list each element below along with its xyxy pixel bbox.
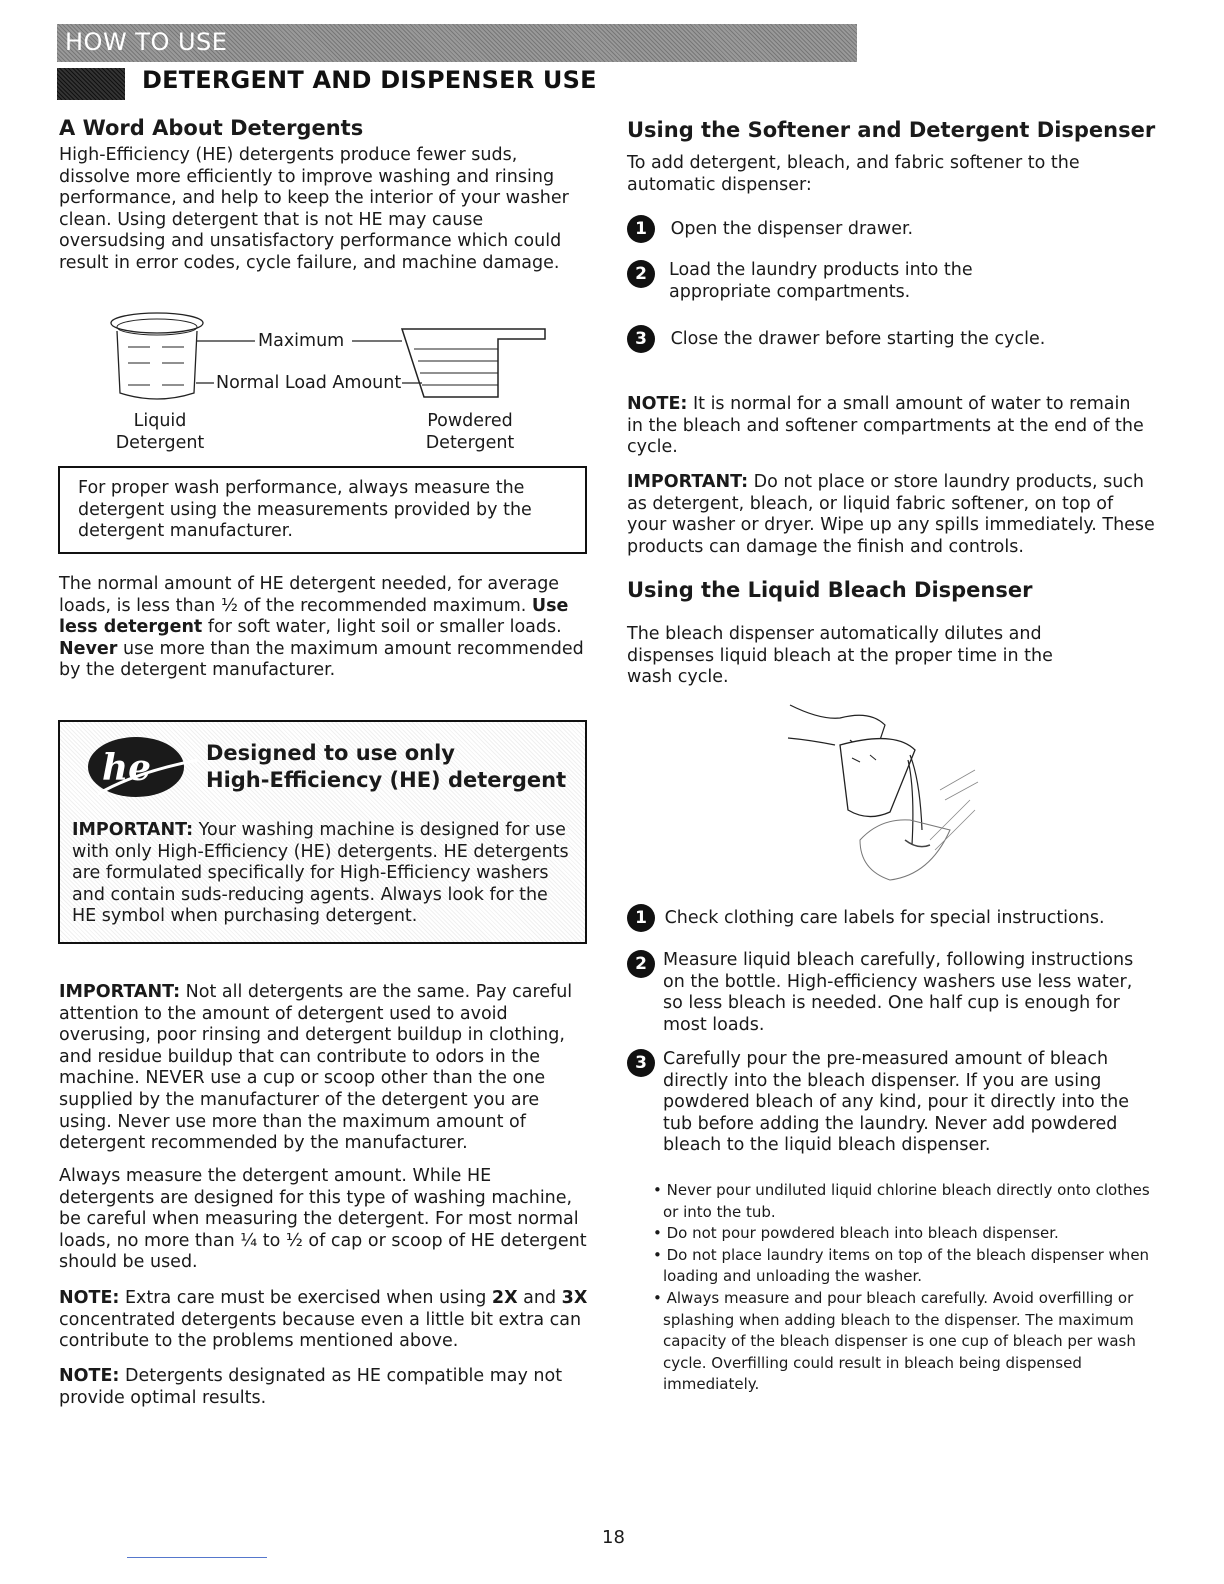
- step-number-icon: 1: [627, 215, 655, 243]
- note-bold: 3X: [561, 1288, 588, 1308]
- he-title-line: High-Efficiency (HE) detergent: [206, 768, 567, 792]
- how-to-use-banner: [57, 24, 857, 62]
- note-he-compatible-paragraph: [59, 1366, 589, 1409]
- bleach-step-3: [627, 1049, 1147, 1157]
- detergents-heading: A Word About Detergents: [59, 116, 364, 140]
- step-number-icon: 1: [627, 904, 655, 932]
- step-text: Carefully pour the pre-measured amount of bleach directly into the bleach dispenser. If you are using powdered bleach of any kind, pour it directly into the tub before adding the laundry. Never add powdered bleach to the liquid bleach dispenser.: [663, 1049, 1130, 1156]
- note-text: It is normal for a small amount of water to remain in the bleach and softener compartments at the end of the cycle.: [627, 394, 1144, 458]
- bleach-pour-icon: [780, 700, 980, 890]
- he-logo-icon: [78, 732, 203, 802]
- softener-intro: To add detergent, bleach, and fabric softener to the automatic dispenser:: [627, 153, 1080, 195]
- important-text: Your washing machine is designed for use with only High-Efficiency (HE) detergents. HE detergents are formulated specifically for High-Efficiency washers and contain suds-reducing agents. Always look for the HE symbol when purchasing detergent.: [72, 820, 569, 927]
- bleach-pour-illustration: [780, 700, 980, 890]
- liquid-detergent-label: Liquid Detergent: [115, 411, 205, 453]
- he-title: [206, 740, 566, 794]
- list-item: • Never pour undiluted liquid chlorine bleach directly onto clothes or into the tub.: [651, 1180, 1156, 1223]
- step-number-icon: 2: [627, 950, 655, 978]
- list-item: • Do not place laundry items on top of the bleach dispenser when loading and unloading the washer.: [651, 1245, 1156, 1288]
- para-text: for soft water, light soil or smaller loads.: [202, 617, 562, 638]
- softener-step-2: [627, 260, 1147, 303]
- para-bold: Never: [59, 638, 118, 659]
- important-label: IMPORTANT:: [627, 472, 749, 492]
- maximum-label: Maximum: [258, 331, 345, 351]
- footer-rule: [127, 1557, 267, 1558]
- step-text: Check clothing care labels for special instructions.: [664, 908, 1105, 928]
- important-label: IMPORTANT:: [59, 982, 181, 1002]
- powdered-detergent-label: Powdered Detergent: [425, 411, 515, 453]
- bleach-step-2: [627, 950, 1147, 1036]
- measure-callout-box: [58, 466, 587, 554]
- he-logo: [78, 732, 203, 802]
- list-item: • Always measure and pour bleach carefully. Avoid overfilling or splashing when adding bleach to the dispenser. The maximum capacity of the bleach dispenser is one cup of bleach per wash cycle. Overfilling could result in bleach being dispensed immediately.: [651, 1288, 1156, 1396]
- detergents-intro: High-Efficiency (HE) detergents produce fewer suds, dissolve more efficiently to improve washing and rinsing performance, and help to keep the interior of your washer clean. Using detergent that is not HE may cause oversudsing and unsatisfactory performance which could result in error codes, cycle failure, and machine damage.: [59, 145, 569, 273]
- he-detergent-box: [58, 720, 587, 944]
- note-label: NOTE:: [627, 394, 688, 414]
- section-title: DETERGENT AND DISPENSER USE: [142, 66, 597, 94]
- bleach-intro: The bleach dispenser automatically dilutes and dispenses liquid bleach at the proper time in the wash cycle.: [627, 624, 1053, 688]
- page-number: 18: [602, 1527, 625, 1548]
- note-bold: 2X: [491, 1288, 518, 1308]
- softener-step-1: [627, 215, 1147, 243]
- note-concentrated-paragraph: [59, 1288, 589, 1353]
- step-text: Load the laundry products into the appropriate compartments.: [669, 260, 973, 302]
- he-important-text: [72, 820, 577, 928]
- measure-callout-text: For proper wash performance, always measure the detergent using the measurements provided by the detergent manufacturer.: [78, 478, 532, 542]
- softener-step-3: [627, 325, 1147, 353]
- bleach-step-1: [627, 904, 1147, 932]
- measure-paragraph: Always measure the detergent amount. While HE detergents are designed for this type of washing machine, be careful when measuring the detergent. For most normal loads, no more than ¼ to ½ of cap or scoop of HE detergent should be used.: [59, 1166, 587, 1273]
- softener-note: [627, 394, 1147, 459]
- softener-dispenser-heading: Using the Softener and Detergent Dispenser: [627, 118, 1156, 142]
- step-number-icon: 3: [627, 1049, 655, 1077]
- para-text: use more than the maximum amount recommended by the detergent manufacturer.: [59, 638, 584, 681]
- step-text: Measure liquid bleach carefully, following instructions on the bottle. High-efficiency washers use less water, so less bleach is needed. One half cup is enough for most loads.: [663, 950, 1134, 1035]
- section-marker: [57, 68, 125, 100]
- normal-load-label: Normal Load Amount: [216, 373, 402, 393]
- banner-text: HOW TO USE: [65, 28, 228, 56]
- bleach-warnings-list: [651, 1180, 1156, 1396]
- step-number-icon: 2: [627, 260, 655, 288]
- detergent-diagram: [100, 305, 560, 455]
- para-bold: Use less detergent: [59, 595, 569, 638]
- softener-important: [627, 472, 1157, 558]
- note-label: NOTE:: [59, 1288, 120, 1308]
- step-text: Open the dispenser drawer.: [670, 219, 914, 239]
- note-label: NOTE:: [59, 1366, 120, 1386]
- important-detergents-paragraph: [59, 982, 589, 1155]
- note-text: Detergents designated as HE compatible may not provide optimal results.: [59, 1366, 563, 1408]
- important-text: Not all detergents are the same. Pay careful attention to the amount of detergent used to avoid overusing, poor rinsing and detergent buildup in clothing, and residue buildup that can contribute to odors in the machine. NEVER use a cup or scoop other than the one supplied by the manufacturer of the detergent you are using. Never use more than the maximum amount of detergent recommended by the manufacturer.: [59, 982, 573, 1154]
- normal-amount-paragraph: [59, 574, 589, 682]
- note-text: concentrated detergents because even a little bit extra can contribute to the problems mentioned above.: [59, 1309, 582, 1352]
- note-text: Extra care must be exercised when using: [119, 1288, 492, 1308]
- list-item: • Do not pour powdered bleach into bleach dispenser.: [651, 1223, 1156, 1245]
- step-text: Close the drawer before starting the cycle.: [670, 329, 1046, 349]
- bleach-dispenser-heading: Using the Liquid Bleach Dispenser: [627, 578, 1033, 602]
- he-title-line: Designed to use only: [206, 741, 455, 765]
- important-label: IMPORTANT:: [72, 820, 194, 840]
- important-text: Do not place or store laundry products, such as detergent, bleach, or liquid fabric softener, on top of your washer or dryer. Wipe up any spills immediately. These products can damage the finish and controls.: [627, 472, 1155, 557]
- step-number-icon: 3: [627, 325, 655, 353]
- note-text: and: [517, 1288, 562, 1308]
- para-text: The normal amount of HE detergent needed, for average loads, is less than ½ of the recommended maximum.: [59, 574, 560, 616]
- he-logo-letters: he: [102, 747, 152, 789]
